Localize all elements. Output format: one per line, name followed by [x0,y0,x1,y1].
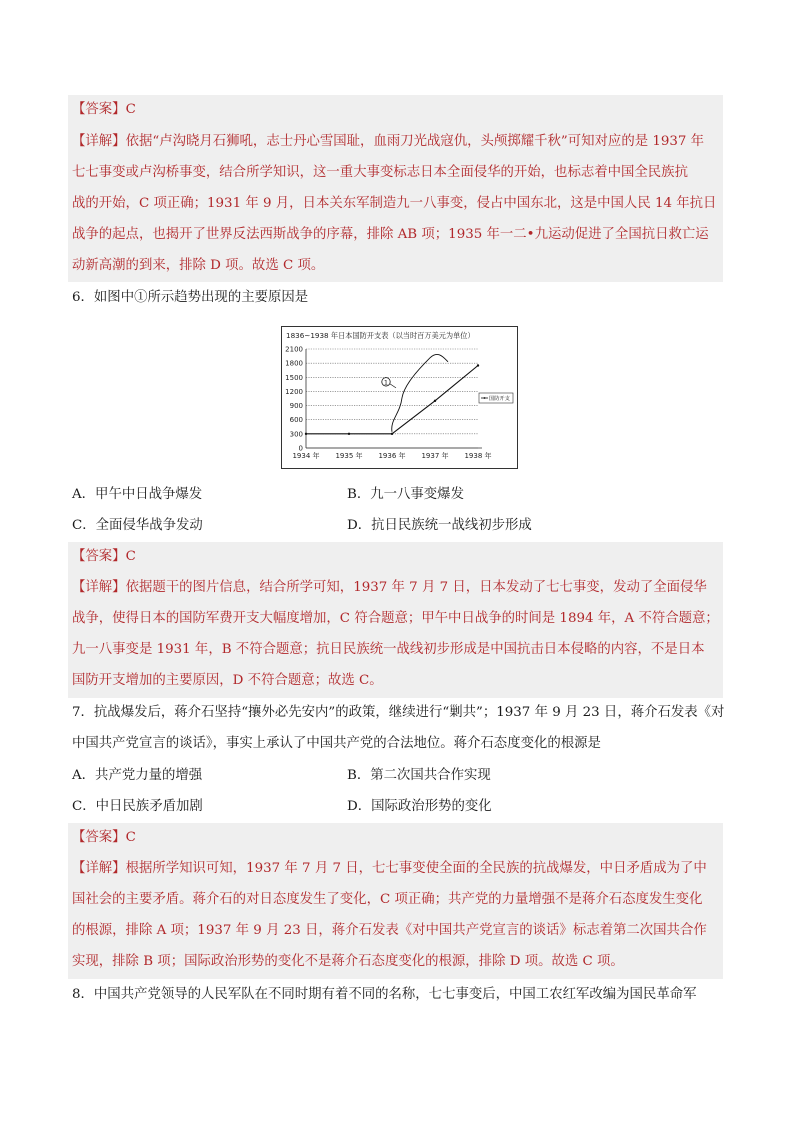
detail-text: 国防开支增加的主要原因，D 不符合题意；故选 C。 [72,673,383,688]
option-d[interactable]: D．抗日民族统一战线初步形成 [347,518,532,533]
detail-text: 七七事变或卢沟桥事变，结合所学知识，这一重大事变标志日本全面侵华的开始，也标志着中国全民族抗 [72,165,688,180]
chart-svg [282,327,517,468]
detail-line [72,578,707,598]
detail-line [72,859,707,879]
question-stem-q6: 6．如图中①所示趋势出现的主要原因是 [72,290,309,305]
answer-line-q7 [72,828,136,848]
y-tick-label: 1800 [285,359,303,368]
detail-text: 依据题干的图片信息，结合所学可知，1937 年 7 月 7 日，日本发动了七七事变，发动了全面侵华 [125,580,707,595]
data-point [434,400,436,402]
option-d[interactable]: D．国际政治形势的变化 [347,799,492,814]
detail-text: 实现，排除 B 项；国际政治形势的变化不是蒋介石态度变化的根源，排除 D 项。故选 C 项。 [72,954,624,969]
y-tick-label: 1500 [285,373,303,382]
answer-value: C [125,549,136,564]
answer-block-q5 [68,95,723,282]
detail-tag: 【详解】 [72,861,126,876]
y-tick-label: 600 [289,416,303,425]
x-tick-label: 1938 年 [464,452,492,460]
answer-tag: 【答案】 [72,830,126,845]
y-tick-label: 0 [298,444,303,453]
question-stem-q8: 8．中国共产党领导的人民军队在不同时期有着不同的名称，七七事变后，中国工农红军改编为国民革命军 [72,987,697,1002]
legend-marker [484,397,486,399]
answer-value: C [125,830,136,845]
data-point [391,433,393,435]
detail-text: 战的开始，C 项正确；1931 年 9 月，日本关东军制造九一八事变，侵占中国东北，这是中国人民 14 年抗日 [72,196,717,211]
y-tick-label: 2100 [285,345,303,354]
detail-text: 战争，使得日本的国防军费开支大幅度增加，C 符合题意；甲午中日战争的时间是 1894 年，A 不符合题意； [72,611,719,626]
option-a[interactable]: A．甲午中日战争爆发 [72,487,203,502]
answer-tag: 【答案】 [72,549,126,564]
option-b[interactable]: B．九一八事变爆发 [347,487,464,502]
data-point [348,433,350,435]
answer-tag: 【答案】 [72,102,126,117]
detail-tag: 【详解】 [72,580,126,595]
annotation-label: 1 [383,378,389,387]
detail-line [72,132,704,152]
detail-text: 动新高潮的到来，排除 D 项。故选 C 项。 [72,258,325,273]
option-c[interactable]: C．全面侵华战争发动 [72,518,203,533]
option-c[interactable]: C．中日民族矛盾加剧 [72,799,203,814]
option-b[interactable]: B．第二次国共合作实现 [347,768,491,783]
y-tick-label: 1200 [285,387,303,396]
y-tick-label: 900 [289,402,303,411]
question-stem-q7: 中国共产党宣言的谈话》，事实上承认了中国共产党的合法地位。蒋介石态度变化的根源是 [72,736,601,751]
detail-text: 战争的起点，也揭开了世界反法西斯战争的序幕，排除 AB 项；1935 年一二•九运动促进了全国抗日救亡运 [72,227,709,242]
series-line [306,366,478,434]
detail-text: 的根源，排除 A 项；1937 年 9 月 23 日，蒋介石发表《对中国共产党宣言的谈话》标志着第二次国共合作 [72,923,707,938]
detail-tag: 【详解】 [72,134,126,149]
option-a[interactable]: A．共产党力量的增强 [72,768,203,783]
x-tick-label: 1936 年 [378,452,406,460]
chart-title: 1836~1938 年日本国防开支表（以当时百万美元为单位） [286,331,475,340]
annotation-pointer [390,384,396,388]
data-point [305,433,307,435]
legend-label: 国防开支 [489,396,510,403]
answer-line-q6 [72,547,136,567]
defense-spending-chart [281,326,518,469]
detail-text: 国社会的主要矛盾。蒋介石的对日态度发生了变化，C 项正确；共产党的力量增强不是蒋介石态度发生变化 [72,892,703,907]
x-tick-label: 1934 年 [292,452,320,460]
detail-text: 根据所学知识可知，1937 年 7 月 7 日，七七事变使全面的全民族的抗战爆发，中日矛盾成为了中 [125,861,707,876]
answer-value: C [125,102,136,117]
trend-annotation-curve [392,354,448,431]
question-stem-q7: 7．抗战爆发后，蒋介石坚持“攘外必先安内”的政策，继续进行“剿共”；1937 年 9 月 23 日，蒋介石发表《对 [72,705,725,720]
x-tick-label: 1937 年 [421,452,449,460]
y-tick-label: 300 [289,430,303,439]
x-tick-label: 1935 年 [335,452,363,460]
answer-line-q5 [72,100,136,120]
detail-text: 九一八事变是 1931 年，B 不符合题意；抗日民族统一战线初步形成是中国抗击日本侵略的内容，不是日本 [72,642,705,657]
detail-text: 依据“卢沟晓月石狮吼，志士丹心雪国耻，血雨刀光战寇仇，头颅掷耀千秋”可知对应的是 1937 年 [125,134,705,149]
data-point [477,364,479,366]
